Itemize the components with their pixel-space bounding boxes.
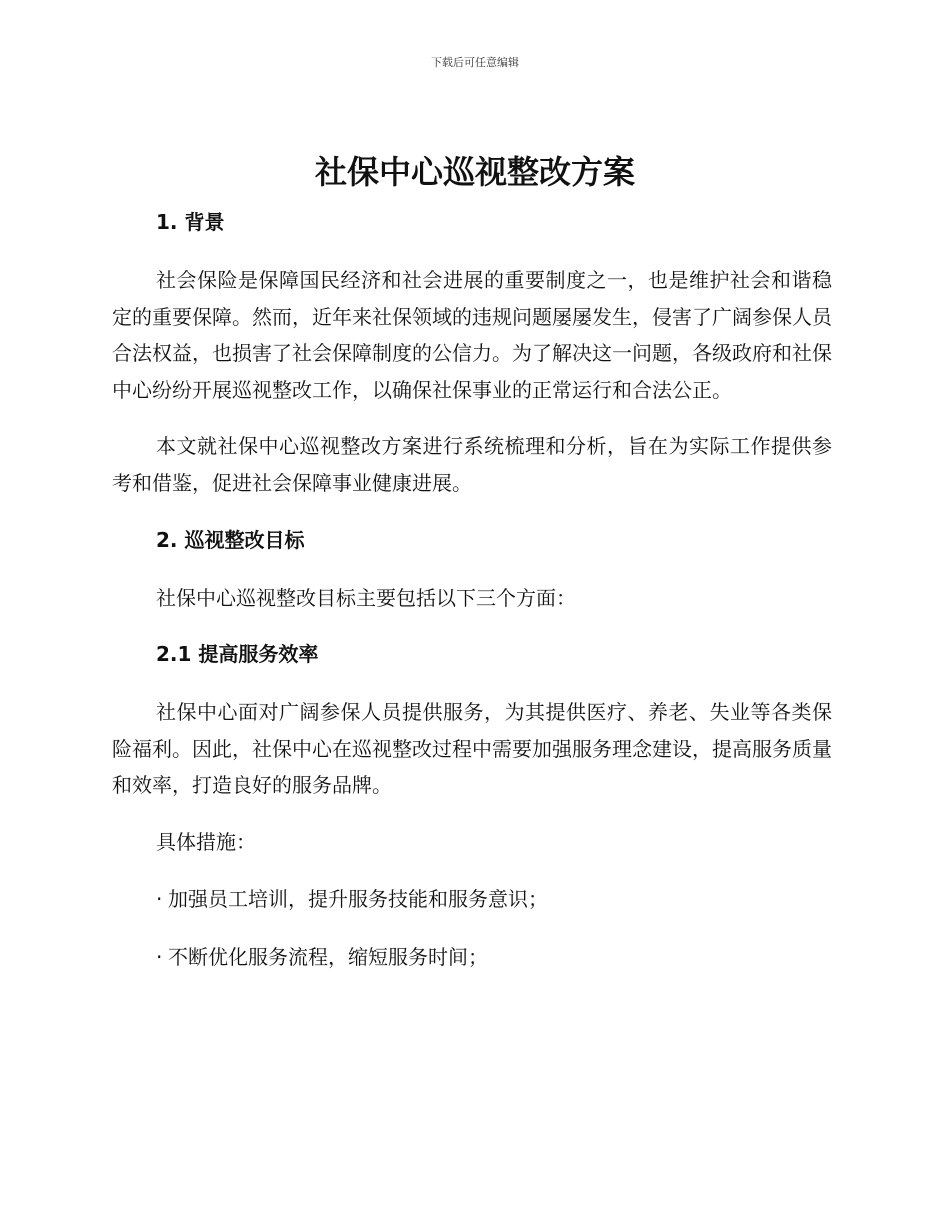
list-item-text: 不断优化服务流程，缩短服务时间； bbox=[168, 944, 488, 969]
list-item bbox=[156, 939, 832, 975]
list-item bbox=[156, 881, 832, 917]
section-heading-goals: 2. 巡视整改目标 bbox=[156, 527, 305, 552]
section-heading-background: 1. 背景 bbox=[156, 210, 225, 234]
paragraph-background-2: 本文就社保中心巡视整改方案进行系统梳理和分析，旨在为实际工作提供参考和借鉴，促进社会保障事业健康进展。 bbox=[112, 434, 832, 495]
document-title: 社保中心巡视整改方案 bbox=[314, 153, 635, 191]
list-item-text: 加强员工培训，提升服务技能和服务意识； bbox=[168, 886, 548, 911]
bullet-dot: · bbox=[156, 944, 163, 969]
bullet-dot: · bbox=[156, 886, 163, 911]
document-body bbox=[112, 204, 832, 997]
paragraph-efficiency: 社保中心面对广阔参保人员提供服务，为其提供医疗、养老、失业等各类保险福利。因此，社保中心在巡视整改过程中需要加强服务理念建设，提高服务质量和效率，打造良好的服务品牌。 bbox=[112, 700, 832, 798]
paragraph-background-1: 社会保险是保障国民经济和社会进展的重要制度之一，也是维护社会和谐稳定的重要保障。然而，近年来社保领域的违规问题屡屡发生，侵害了广阔参保人员合法权益，也损害了社会保障制度的公信力。为了解决这一问题，各级政府和社保中心纷纷开展巡视整改工作，以确保社保事业的正常运行和合法公正。 bbox=[112, 268, 832, 402]
subsection-heading-efficiency: 2.1 提高服务效率 bbox=[156, 642, 319, 667]
measures-label: 具体措施： bbox=[156, 829, 256, 854]
header-note: 下载后可任意编辑 bbox=[431, 56, 519, 69]
paragraph-goals-intro: 社保中心巡视整改目标主要包括以下三个方面： bbox=[156, 585, 576, 610]
